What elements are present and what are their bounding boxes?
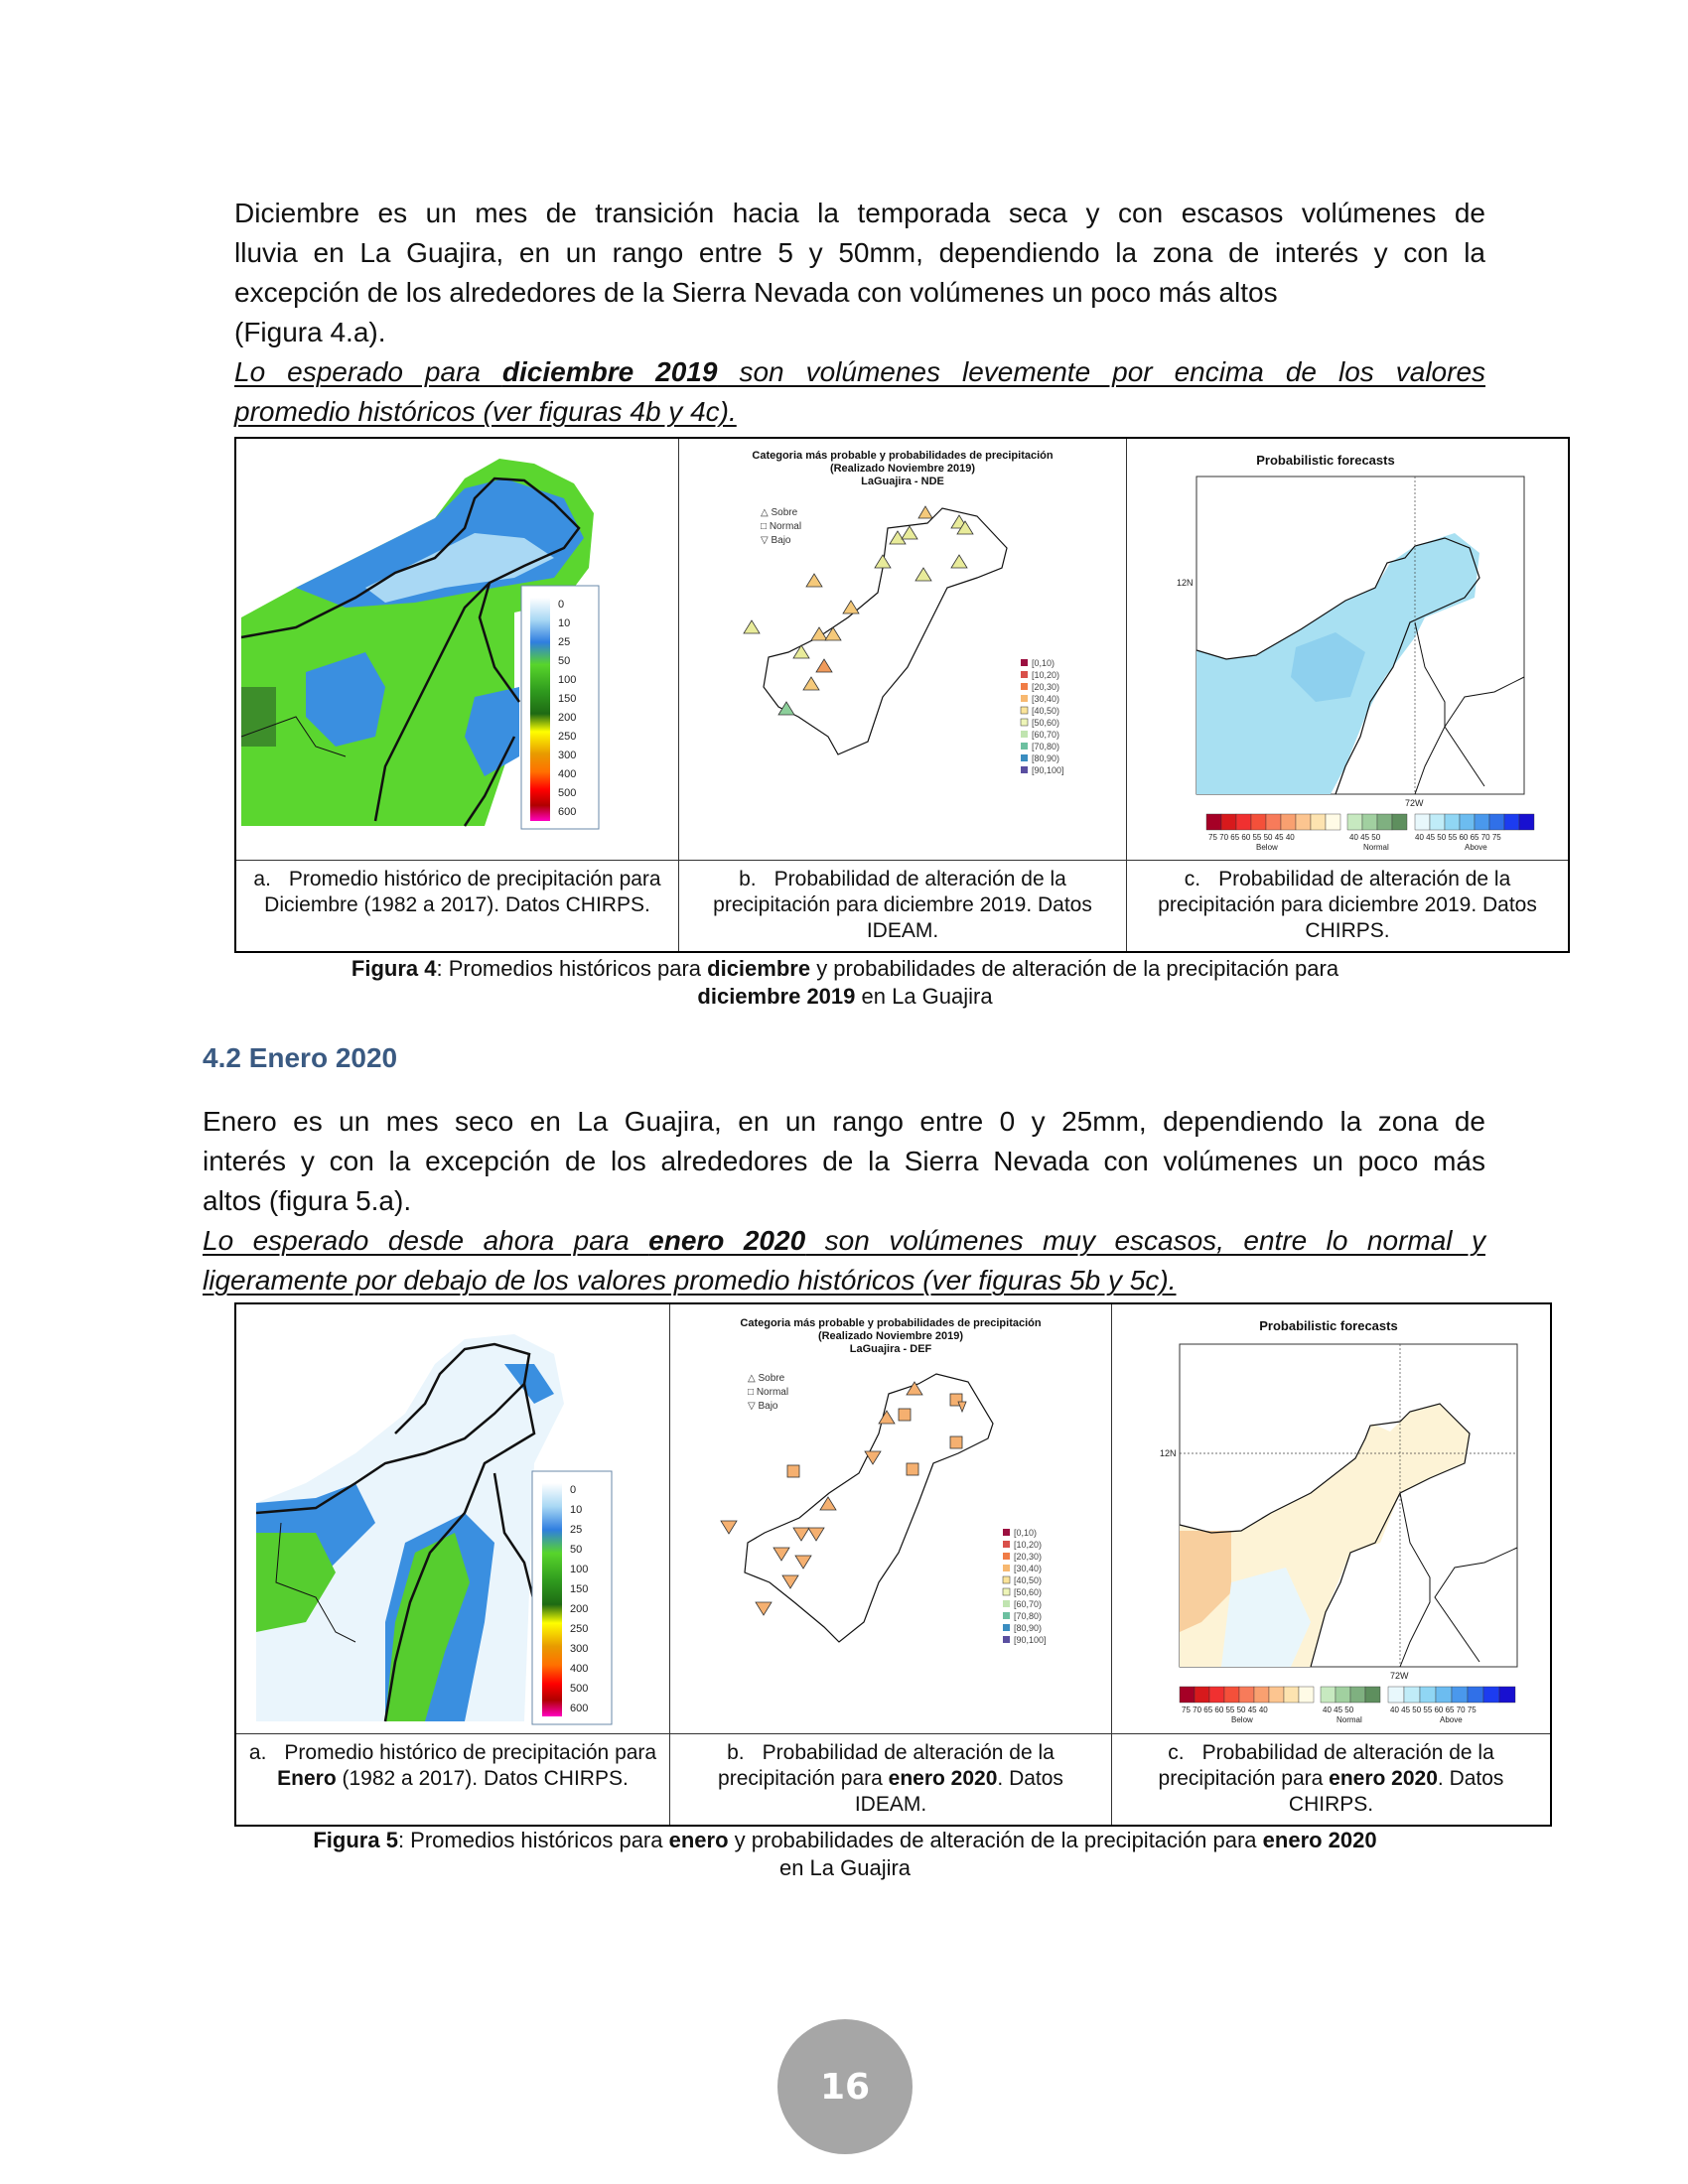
text-line: altos (figura 5.a). [203, 1185, 412, 1216]
figure-5-table [234, 1302, 1552, 1827]
legend-label: 0 [558, 599, 565, 611]
figure-4-table [234, 437, 1570, 953]
figure-5c-caption: c. Probabilidad de alteración de la precipitación para enero 2020. Datos CHIRPS. [1112, 1734, 1552, 1826]
map-subtitle: (Realizado Noviembre 2019) [829, 463, 976, 475]
station-marker [899, 1409, 911, 1421]
figure-5-caption: Figura 5: Promedios históricos para enero y probabilidades de alteración de la precipitación para enero 2020 en La Guajira [313, 1828, 1377, 1880]
station-marker [907, 1463, 918, 1475]
map-title: Categoria más probable y probabilidades de precipitación [752, 450, 1054, 462]
map-region: LaGuajira - NDE [861, 476, 944, 487]
below-label: Below [1231, 1715, 1253, 1724]
figure-4-caption: Figura 4: Promedios históricos para diciembre y probabilidades de alteración de la precipitación para diciembre 2019 en La Guajira [351, 956, 1339, 1009]
legend-normal: □ Normal [748, 1387, 789, 1398]
below-label: Below [1256, 843, 1278, 852]
text-line: excepción de los alrededores de la Sierra Nevada con volúmenes un poco más altos [234, 277, 1278, 308]
text-line: (Figura 4.a). [234, 317, 386, 347]
normal-label: Normal [1336, 1715, 1362, 1724]
station-marker [721, 1521, 737, 1534]
figure-5b-caption: b. Probabilidad de alteración de la precipitación para enero 2020. Datos IDEAM. [670, 1734, 1112, 1826]
legend-label: 500 [558, 787, 577, 799]
station-marker [843, 601, 859, 614]
legend-label: 25 [558, 636, 571, 648]
expectation-line: promedio históricos (ver figuras 4b y 4c). [234, 396, 737, 427]
map-subtitle: (Realizado Noviembre 2019) [817, 1330, 964, 1342]
legend-bajo: ▽ Bajo [761, 535, 791, 546]
below-colorbar [1206, 814, 1340, 830]
longitude-label: 72W [1405, 798, 1424, 808]
figure-4a-precip-map [236, 439, 678, 860]
legend-label: 150 [558, 693, 577, 705]
legend-label: 100 [570, 1564, 589, 1575]
svg-text:[70,80): [70,80) [1032, 742, 1060, 751]
figure-4c-probabilistic-map [1127, 439, 1568, 860]
svg-text:[10,20): [10,20) [1032, 670, 1060, 680]
station-marker [806, 574, 822, 587]
legend-label: 50 [570, 1544, 583, 1556]
text-line: interés y con la excepción de los alrededores de la Sierra Nevada con volúmenes un poco más [203, 1146, 1485, 1176]
map-title: Probabilistic forecasts [1256, 453, 1395, 468]
above-ticks: 40 45 50 55 60 65 70 75 [1390, 1706, 1477, 1714]
below-ticks: 75 70 65 60 55 50 45 40 [1208, 833, 1295, 842]
latitude-label: 12N [1160, 1448, 1177, 1458]
region-outline [745, 1374, 993, 1642]
legend-label: 300 [570, 1643, 589, 1655]
legend-label: 400 [570, 1663, 589, 1675]
figure-5b-cell [670, 1303, 1112, 1734]
intro-paragraph-december [234, 194, 1485, 432]
svg-text:[20,30): [20,30) [1032, 682, 1060, 692]
legend-sobre: △ Sobre [748, 1373, 785, 1384]
figure-4b-station-map [679, 439, 1126, 860]
station-marker [918, 506, 932, 518]
svg-text:[70,80): [70,80) [1014, 1611, 1043, 1621]
map-region: LaGuajira - DEF [849, 1343, 932, 1355]
svg-text:[80,90): [80,90) [1014, 1623, 1043, 1633]
above-label: Above [1465, 843, 1487, 852]
legend-label: 50 [558, 655, 571, 667]
above-label: Above [1440, 1715, 1463, 1724]
station-marker [756, 1602, 772, 1615]
expectation-line: ligeramente por debajo de los valores promedio históricos (ver figuras 5b y 5c). [203, 1265, 1177, 1296]
figure-4a-cell [235, 438, 679, 861]
below-colorbar [1180, 1687, 1314, 1703]
figure-4a-caption: a. Promedio histórico de precipitación para Diciembre (1982 a 2017). Datos CHIRPS. [235, 861, 679, 952]
above-colorbar [1388, 1687, 1515, 1703]
legend-colorbar [530, 598, 550, 821]
station-marker [950, 1436, 962, 1448]
legend-label: 100 [558, 674, 577, 686]
legend-label: 200 [558, 712, 577, 724]
legend-label: 250 [558, 731, 577, 743]
svg-text:[90,100]: [90,100] [1014, 1635, 1047, 1645]
text-line: Enero es un mes seco en La Guajira, en un rango entre 0 y 25mm, dependiendo la zona de [203, 1106, 1485, 1137]
figure-4b-cell [679, 438, 1127, 861]
normal-ticks: 40 45 50 [1349, 833, 1381, 842]
svg-text:[90,100]: [90,100] [1032, 765, 1064, 775]
text-line: Diciembre es un mes de transición hacia la temporada seca y con escasos volúmenes de [234, 198, 1485, 228]
above-ticks: 40 45 50 55 60 65 70 75 [1415, 833, 1501, 842]
legend-colorbar [542, 1483, 562, 1716]
figure-5a-cell [235, 1303, 670, 1734]
legend-label: 500 [570, 1683, 589, 1695]
normal-ticks: 40 45 50 [1323, 1706, 1354, 1714]
normal-colorbar [1347, 814, 1407, 830]
legend-label: 25 [570, 1524, 583, 1536]
svg-text:[30,40): [30,40) [1014, 1564, 1043, 1573]
legend-label: 10 [570, 1504, 583, 1516]
probability-legend [1021, 658, 1064, 775]
svg-text:[50,60): [50,60) [1032, 718, 1060, 728]
station-marker [744, 620, 760, 633]
figure-4c-caption: c. Probabilidad de alteración de la precipitación para diciembre 2019. Datos CHIRPS. [1127, 861, 1570, 952]
svg-text:[60,70): [60,70) [1014, 1599, 1043, 1609]
station-marker [787, 1465, 799, 1477]
latitude-label: 12N [1177, 578, 1194, 588]
normal-colorbar [1321, 1687, 1380, 1703]
figure-4c-cell [1127, 438, 1570, 861]
figure-5c-probabilistic-map [1112, 1304, 1550, 1733]
svg-text:[60,70): [60,70) [1032, 730, 1060, 740]
section-heading-enero-2020: 4.2 Enero 2020 [203, 1042, 398, 1073]
svg-text:[40,50): [40,50) [1032, 706, 1060, 716]
svg-text:[40,50): [40,50) [1014, 1575, 1043, 1585]
figure-5b-station-map [670, 1304, 1111, 1733]
svg-text:[10,20): [10,20) [1014, 1540, 1043, 1550]
normal-label: Normal [1363, 843, 1389, 852]
legend-label: 300 [558, 750, 577, 761]
figure-4b-caption: b. Probabilidad de alteración de la precipitación para diciembre 2019. Datos IDEAM. [679, 861, 1127, 952]
legend-sobre: △ Sobre [761, 507, 798, 518]
below-ticks: 75 70 65 60 55 50 45 40 [1182, 1706, 1268, 1714]
legend-label: 250 [570, 1623, 589, 1635]
intro-paragraph-january [203, 1102, 1485, 1300]
longitude-label: 72W [1390, 1671, 1409, 1681]
figure-5c-cell [1112, 1303, 1552, 1734]
legend-label: 0 [570, 1484, 577, 1496]
expectation-line: Lo esperado para diciembre 2019 son volúmenes levemente por encima de los valores [234, 356, 1486, 387]
page-number-badge: 16 [777, 2019, 913, 2154]
figure-5a-caption: a. Promedio histórico de precipitación para Enero (1982 a 2017). Datos CHIRPS. [235, 1734, 670, 1826]
expectation-line: Lo esperado desde ahora para enero 2020 son volúmenes muy escasos, entre lo normal y [203, 1225, 1485, 1256]
legend-label: 200 [570, 1603, 589, 1615]
probability-legend [1003, 1528, 1047, 1645]
legend-label: 400 [558, 768, 577, 780]
figure-5a-precip-map [236, 1304, 669, 1733]
map-title: Categoria más probable y probabilidades de precipitación [740, 1317, 1042, 1329]
legend-label: 10 [558, 617, 571, 629]
legend-label: 600 [558, 806, 577, 818]
svg-text:[0,10): [0,10) [1032, 658, 1055, 668]
svg-text:[0,10): [0,10) [1014, 1528, 1038, 1538]
svg-text:[30,40): [30,40) [1032, 694, 1060, 704]
legend-label: 150 [570, 1583, 589, 1595]
svg-text:[20,30): [20,30) [1014, 1552, 1043, 1562]
region-outline [764, 508, 1007, 754]
map-title: Probabilistic forecasts [1259, 1318, 1398, 1333]
svg-text:[50,60): [50,60) [1014, 1587, 1043, 1597]
legend-normal: □ Normal [761, 521, 802, 532]
svg-text:[80,90): [80,90) [1032, 753, 1060, 763]
legend-bajo: ▽ Bajo [748, 1401, 778, 1412]
above-colorbar [1415, 814, 1534, 830]
text-line: lluvia en La Guajira, en un rango entre 5 y 50mm, dependiendo la zona de interés y con la [234, 237, 1485, 268]
legend-label: 600 [570, 1703, 589, 1714]
